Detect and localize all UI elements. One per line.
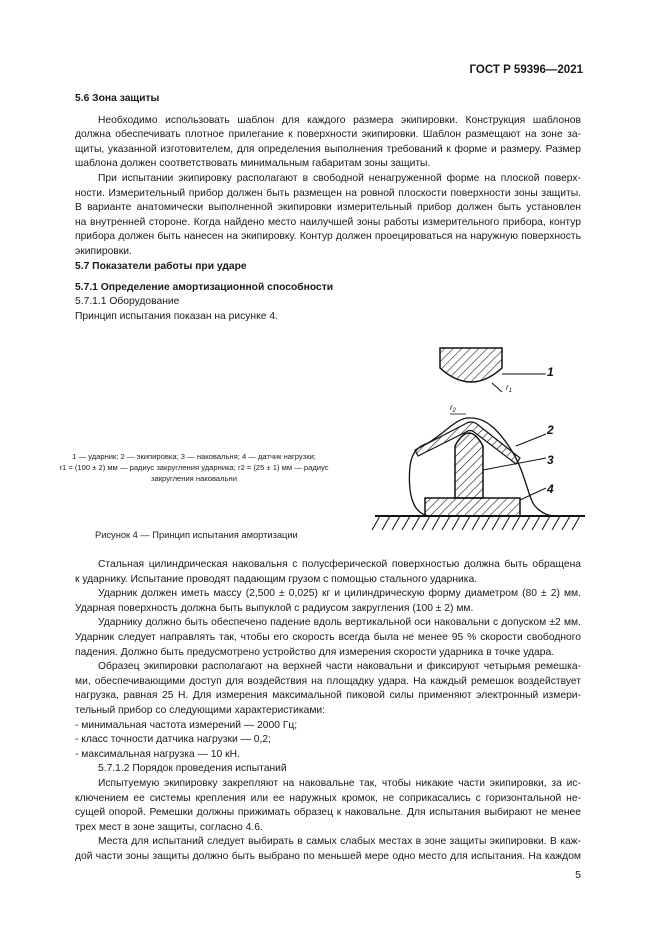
label-1: 1 bbox=[547, 365, 554, 379]
r1-label: $r_1$ bbox=[506, 383, 513, 394]
striker-shape bbox=[440, 348, 502, 382]
text-line: нагрузка, равная 25 Н. Для измерения максимальной пиковой силы применяют электронный измери- bbox=[75, 690, 581, 702]
legend-line: r1 = (100 ± 2) мм — радиус закругления ударника; r2 = (25 ± 1) мм — радиус bbox=[59, 463, 329, 472]
text-line: шаблона должен соответствовать минимальным габаритам зоны защиты. bbox=[75, 158, 431, 170]
text-line: В варианте анатомически выполненной экипировки измерительный прибор должен быть установлен bbox=[75, 202, 581, 214]
page-number: 5 bbox=[575, 869, 581, 881]
text-line: Ударнику должно быть обеспечено падение вдоль вертикальной оси наковальни с допуском ±2 мм. bbox=[98, 617, 581, 629]
label-3: 3 bbox=[547, 453, 554, 467]
anvil-shape bbox=[455, 433, 483, 498]
text-line: Места для испытаний следует выбирать в самых слабых местах в зоне защиты экипировки. В каж- bbox=[98, 836, 581, 848]
subsection-title: 5.7.1 Определение амортизационной способности bbox=[75, 281, 334, 293]
section-title: 5.6 Зона защиты bbox=[75, 93, 160, 104]
text-line: Ударник следует направлять так, чтобы его скорость всегда была не менее 95 % скорости свободного bbox=[75, 631, 581, 643]
legend-line: 1 — ударник; 2 — экипировка; 3 — наковальня; 4 — датчик нагрузки; bbox=[72, 452, 316, 461]
item-heading: 5.7.1.1 Оборудование bbox=[75, 296, 180, 308]
text-line: падения. Должно быть предусмотрено устройство для измерения скорости ударника в точке удара. bbox=[75, 646, 555, 658]
text-line: должна обеспечивать плотное прилегание к поверхности экипировки. Шаблон размещают на зоне за- bbox=[75, 129, 581, 141]
item-heading: 5.7.1.2 Порядок проведения испытаний bbox=[98, 763, 287, 775]
body-text bbox=[75, 558, 581, 864]
text-line: тельный прибор со следующими характеристиками: bbox=[75, 704, 326, 716]
section-5-6 bbox=[75, 92, 581, 260]
text-line: дой части зоны защиты должно быть выбрано по меньшей мере одно место для испытания. На каждом bbox=[75, 850, 581, 862]
label-4: 4 bbox=[547, 482, 554, 496]
text-line: Ударная поверхность должна быть выпуклой с радиусом закругления (100 ± 2) мм. bbox=[75, 602, 474, 614]
load-cell-shape bbox=[425, 498, 520, 516]
text-line: Принцип испытания показан на рисунке 4. bbox=[75, 310, 278, 322]
text-line: Образец экипировки располагают на верхней части наковальни и фиксируют четырьмя ремешка- bbox=[98, 661, 581, 673]
bullet-item: - минимальная частота измерений — 2000 Гц; bbox=[75, 719, 298, 731]
figure-legend bbox=[18, 451, 370, 484]
figure-caption: Рисунок 4 — Принцип испытания амортизации bbox=[95, 530, 298, 540]
label-2: 2 bbox=[547, 423, 554, 437]
text-line: к ударнику. Испытание проводят падающим грузом с помощью стального ударника. bbox=[75, 573, 478, 585]
bullet-item: - класс точности датчика нагрузки — 0,2; bbox=[75, 734, 271, 746]
text-line: При испытании экипировку располагают в свободной ненагруженной форме на плоской поверх- bbox=[98, 172, 581, 184]
text-line: сущей опорой. Ремешки должны прижимать образец к наковальне. Для испытания выбирают не менее bbox=[75, 807, 581, 819]
section-5-7 bbox=[75, 260, 581, 324]
text-line: прибора должен быть нанесен на экипировку. Контур должен проецироваться на наружную поверхность bbox=[75, 231, 581, 243]
r2-label: $r_2$ bbox=[450, 403, 457, 414]
text-line: щиты, указанной изготовителем, для определения выполнения требований к форме и размеру. Размер bbox=[75, 143, 581, 155]
section-title: 5.7 Показатели работы при ударе bbox=[75, 261, 247, 272]
impact-test-diagram bbox=[370, 338, 585, 533]
text-line: ключением ее системы крепления или ее наружных кромок, не соприкасались с горизонтальной не- bbox=[75, 792, 581, 804]
text-line: экипировки. bbox=[75, 245, 132, 257]
text-line: ми, обеспечивающими доступ для воздействия на площадку удара. На каждый ремешок воздействует bbox=[75, 675, 581, 687]
legend-line: закругления наковальни bbox=[151, 474, 237, 483]
standard-header: ГОСТ Р 59396—2021 bbox=[469, 64, 583, 76]
text-line: трех мест в зоне защиты, согласно 4.6. bbox=[75, 821, 263, 833]
text-line: на внутренней стороне. Когда найдено место наилучшей зоны работы измерительного прибора, контур bbox=[75, 216, 581, 228]
text-line: ности. Измерительный прибор должен быть размещен на ровной плоскости поверхности зоны защиты. bbox=[75, 187, 581, 199]
text-line: Испытуемую экипировку закрепляют на наковальне так, чтобы никакие части экипировки, за ис- bbox=[98, 777, 581, 789]
text-line: Стальная цилиндрическая наковальня с полусферической поверхностью должна быть обращена bbox=[98, 559, 581, 570]
text-line: Ударник должен иметь массу (2,500 ± 0,025) кг и цилиндрическую форму диаметром (80 ± 2) мм. bbox=[98, 588, 581, 600]
bullet-item: - максимальная нагрузка — 10 кН. bbox=[75, 748, 240, 760]
text-line: Необходимо использовать шаблон для каждого размера экипировки. Конструкция шаблонов bbox=[98, 114, 581, 126]
